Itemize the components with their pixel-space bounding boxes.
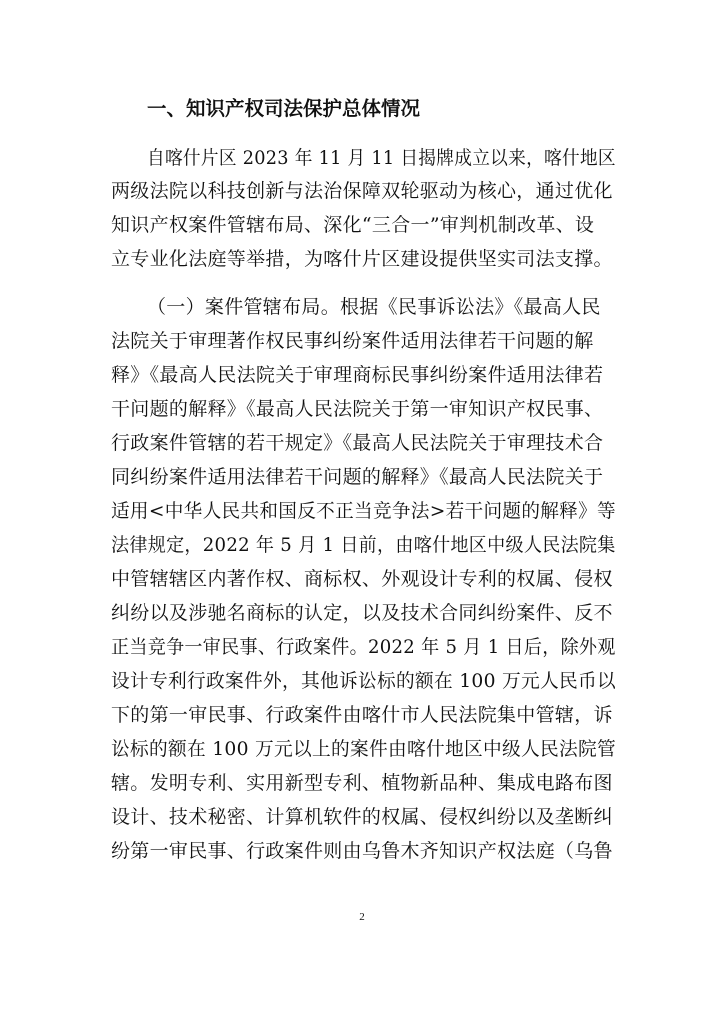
paragraph-2-line-8: 法律规定，2022 年 5 月 1 日前，由喀什地区中级人民法院集 [111, 534, 616, 556]
paragraph-2-line-14: 讼标的额在 100 万元以上的案件由喀什地区中级人民法院管 [111, 738, 617, 760]
paragraph-2-line-10: 纠纷以及涉驰名商标的认定，以及技术合同纠纷案件、反不 [111, 602, 613, 624]
paragraph-2-line-2: 法院关于审理著作权民事纠纷案件适用法律若干问题的解 [111, 330, 594, 352]
page-number: 2 [359, 911, 365, 923]
paragraph-2-line-1: （一）案件管辖布局。根据《民事诉讼法》《最高人民 [147, 296, 601, 318]
paragraph-2-line-4: 干问题的解释》《最高人民法院关于第一审知识产权民事、 [111, 398, 604, 420]
paragraph-2-line-6: 同纠纷案件适用法律若干问题的解释》《最高人民法院关于 [111, 466, 604, 488]
paragraph-2-line-17: 纷第一审民事、行政案件则由乌鲁木齐知识产权法庭（乌鲁 [111, 840, 613, 862]
paragraph-2-line-13: 下的第一审民事、行政案件由喀什市人民法院集中管辖，诉 [111, 704, 613, 726]
paragraph-2-line-16: 设计、技术秘密、计算机软件的权属、侵权纠纷以及垄断纠 [111, 806, 613, 828]
paragraph-2-line-3: 释》《最高人民法院关于审理商标民事纠纷案件适用法律若 [111, 364, 604, 386]
paragraph-2-line-9: 中管辖辖区内著作权、商标权、外观设计专利的权属、侵权 [111, 568, 613, 590]
paragraph-1-line-1: 自喀什片区 2023 年 11 月 11 日揭牌成立以来，喀什地区 [147, 147, 616, 169]
paragraph-2-line-11: 正当竞争一审民事、行政案件。2022 年 5 月 1 日后，除外观 [111, 636, 616, 658]
paragraph-2-line-5: 行政案件管辖的若干规定》《最高人民法院关于审理技术合 [111, 432, 604, 454]
paragraph-2-line-7: 适用<中华人民共和国反不正当竞争法>若干问题的解释》等 [111, 500, 616, 522]
section-heading: 一、知识产权司法保护总体情况 [147, 97, 421, 120]
paragraph-2-line-12: 设计专利行政案件外，其他诉讼标的额在 100 万元人民币以 [111, 670, 617, 692]
paragraph-1-line-3: 知识产权案件管辖布局、深化“三合一”审判机制改革、设 [111, 214, 595, 236]
paragraph-1-line-2: 两级法院以科技创新与法治保障双轮驱动为核心，通过优化 [111, 180, 613, 202]
paragraph-2-line-15: 辖。发明专利、实用新型专利、植物新品种、集成电路布图 [111, 772, 613, 794]
paragraph-1-line-4: 立专业化法庭等举措，为喀什片区建设提供坚实司法支撑。 [111, 248, 613, 270]
